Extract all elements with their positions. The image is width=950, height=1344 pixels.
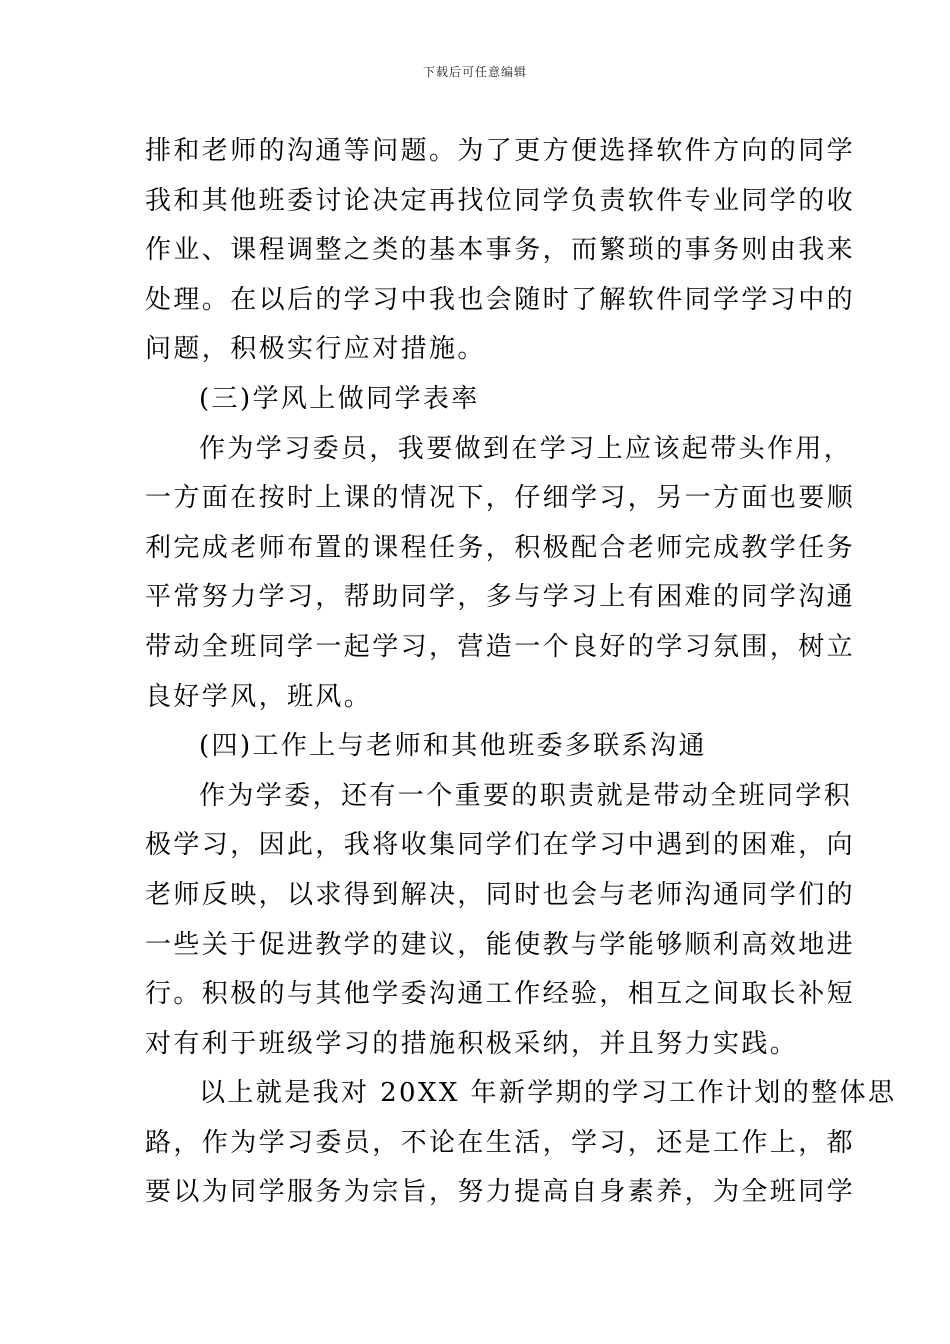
text-line: 问题，积极实行应对措施。 — [145, 334, 486, 365]
text-line: 老师反映，以求得到解决，同时也会与老师沟通同学们的 — [145, 879, 856, 910]
text-line: 良好学风，班风。 — [145, 681, 373, 712]
text-line: 一方面在按时上课的情况下，仔细学习，另一方面也要顺 — [145, 483, 856, 514]
text-line: (四)工作上与老师和其他班委多联系沟通 — [199, 731, 707, 762]
text-line: (三)学风上做同学表率 — [199, 383, 480, 414]
text-line: 处理。在以后的学习中我也会随时了解软件同学学习中的 — [145, 284, 856, 315]
text-line: 平常努力学习，帮助同学，多与学习上有困难的同学沟通 — [145, 582, 856, 613]
text-line: 要以为同学服务为宗旨，努力提高自身素养，为全班同学 — [145, 1177, 856, 1208]
text-line: 排和老师的沟通等问题。为了更方便选择软件方向的同学 — [145, 136, 856, 166]
text-line: 利完成老师布置的课程任务，积极配合老师完成教学任务 — [145, 532, 856, 563]
text-line: 行。积极的与其他学委沟通工作经验，相互之间取长补短 — [145, 979, 856, 1010]
text-line: 极学习，因此，我将收集同学们在学习中遇到的困难，向 — [145, 830, 856, 861]
text-line: 路，作为学习委员，不论在生活，学习，还是工作上，都 — [145, 1127, 856, 1158]
text-line: 作为学习委员，我要做到在学习上应该起带头作用， — [199, 433, 853, 464]
text-line: 作业、课程调整之类的基本事务，而繁琐的事务则由我来 — [145, 235, 856, 266]
page-header: 下载后可任意编辑 — [422, 65, 527, 79]
text-line: 我和其他班委讨论决定再找位同学负责软件专业同学的收 — [145, 185, 856, 216]
text-line: 一些关于促进教学的建议，能使教与学能够顺利高效地进 — [145, 929, 856, 960]
text-line: 以上就是我对 20XX 年新学期的学习工作计划的整体思 — [199, 1078, 897, 1109]
text-line: 带动全班同学一起学习，营造一个良好的学习氛围，树立 — [145, 631, 856, 662]
text-line: 作为学委，还有一个重要的职责就是带动全班同学积 — [199, 780, 853, 811]
text-line: 对有利于班级学习的措施积极采纳，并且努力实践。 — [145, 1028, 799, 1059]
document-body — [145, 127, 897, 1218]
